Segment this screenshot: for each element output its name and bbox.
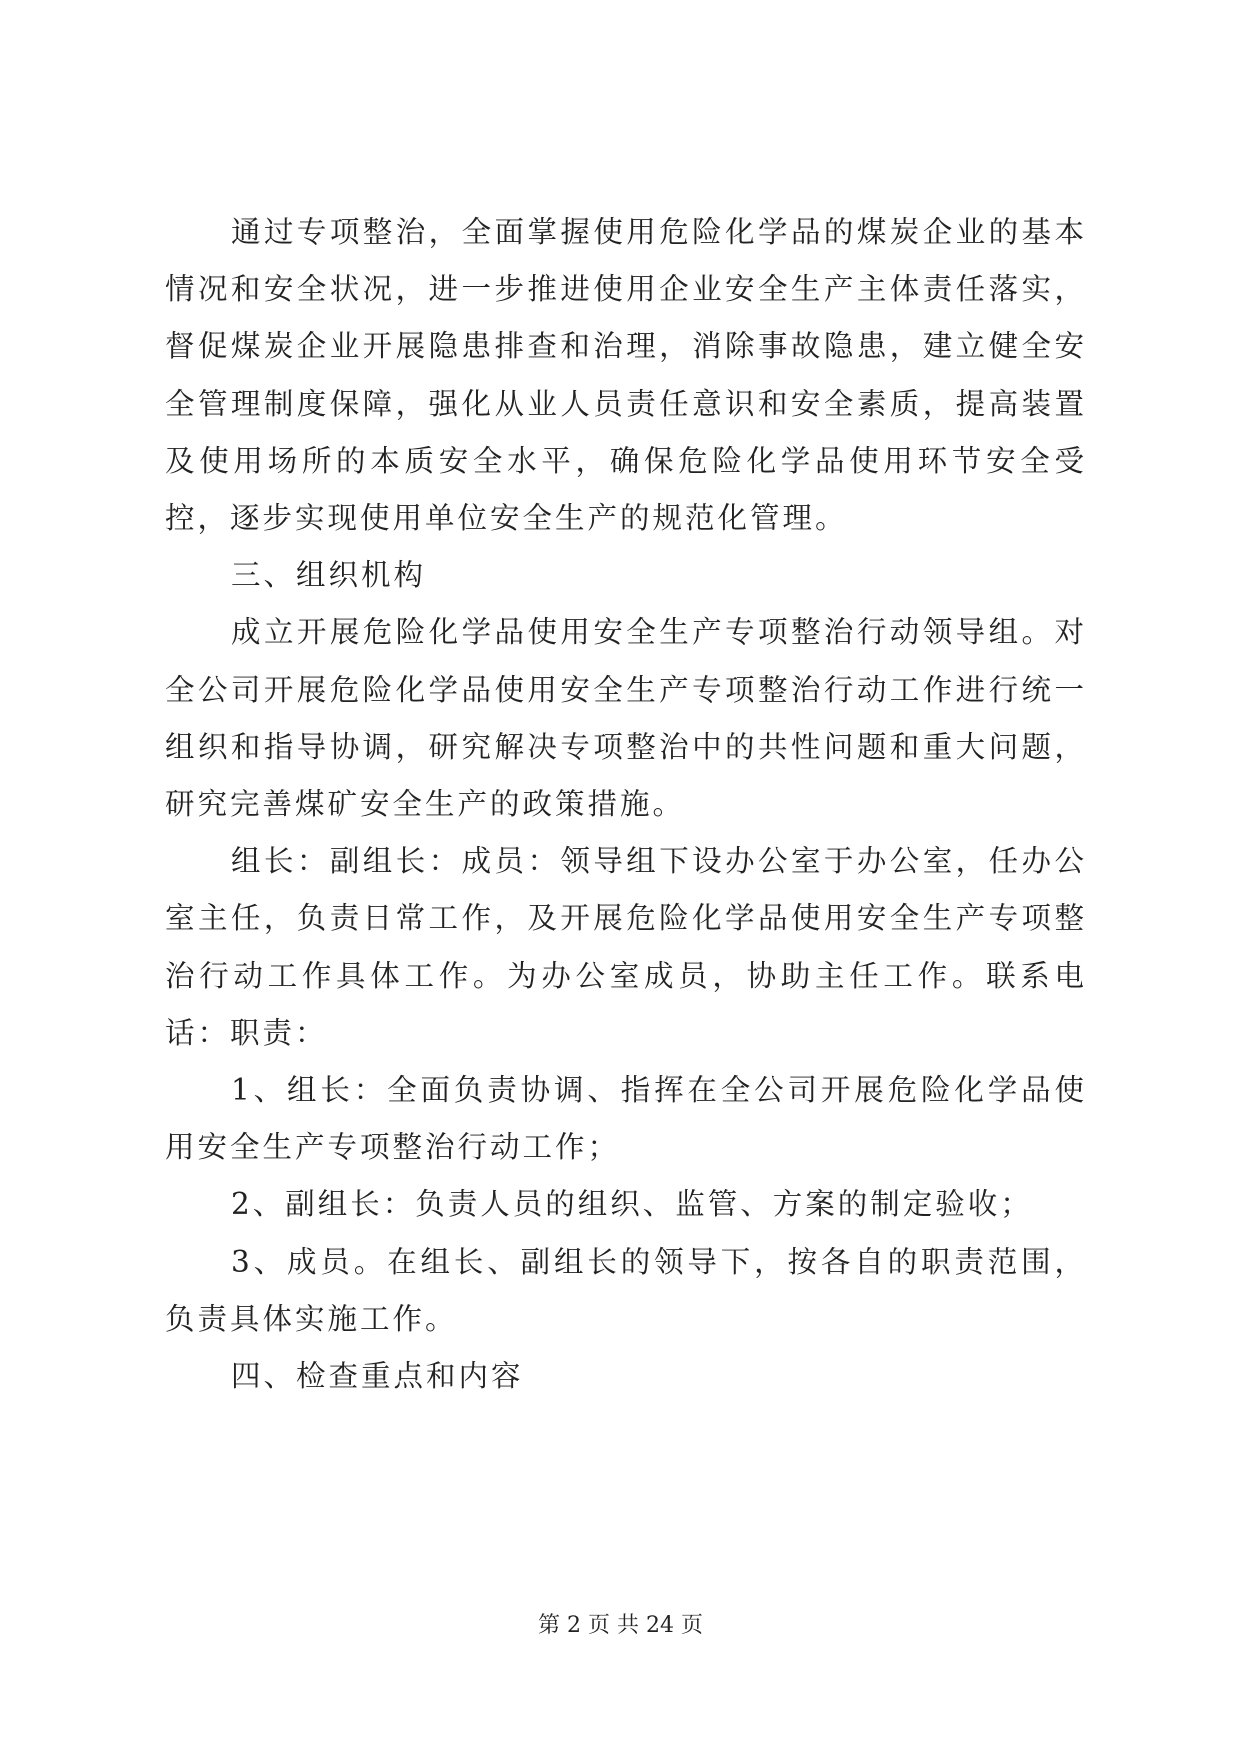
paragraph-objective: 通过专项整治，全面掌握使用危险化学品的煤炭企业的基本情况和安全状况，进一步推进使用企业安全生产主体责任落实，督促煤炭企业开展隐患排查和治理，消除事故隐患，建立健全安全管理制度保障，强化从业人员责任意识和安全素质，提高装置及使用场所的本质安全水平，确保危险化学品使用环节安全受控，逐步实现使用单位安全生产的规范化管理。	[165, 215, 1087, 536]
document-body	[165, 204, 1087, 1405]
paragraph-duty-members: 3、成员。在组长、副组长的领导下，按各自的职责范围，负责具体实施工作。	[165, 1244, 1087, 1336]
paragraph-duty-deputy: 2、副组长：负责人员的组织、监管、方案的制定验收；	[231, 1187, 1033, 1222]
page-number-footer: 第 2 页 共 24 页	[538, 1613, 703, 1638]
paragraph-members: 组长：副组长：成员：领导组下设办公室于办公室，任办公室主任，负责日常工作，及开展危险化学品使用安全生产专项整治行动工作具体工作。为办公室成员，协助主任工作。联系电话：职责：	[165, 844, 1087, 1050]
heading-inspection-focus: 四、检查重点和内容	[231, 1359, 524, 1394]
heading-organization: 三、组织机构	[231, 558, 427, 593]
paragraph-duty-leader: 1、组长：全面负责协调、指挥在全公司开展危险化学品使用安全生产专项整治行动工作；	[165, 1073, 1087, 1165]
paragraph-leadership-group: 成立开展危险化学品使用安全生产专项整治行动领导组。对全公司开展危险化学品使用安全生产专项整治行动工作进行统一组织和指导协调，研究解决专项整治中的共性问题和重大问题，研究完善煤矿安全生产的政策措施。	[165, 615, 1087, 822]
